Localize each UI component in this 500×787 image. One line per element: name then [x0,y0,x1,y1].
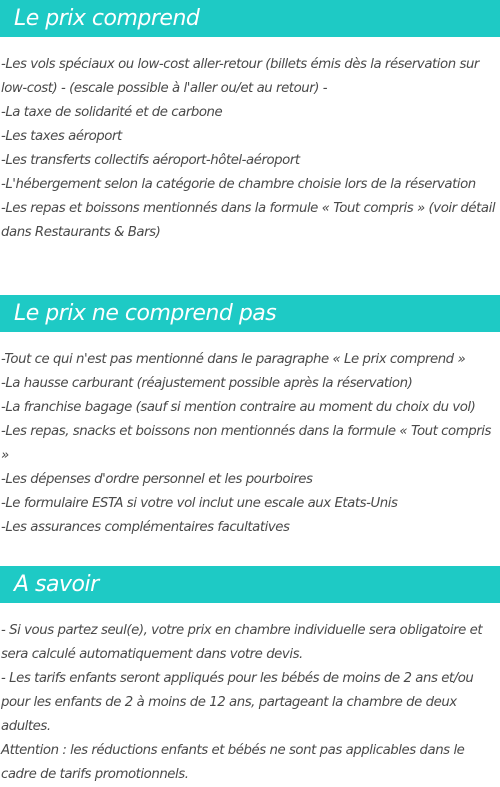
included-list [1,53,499,245]
list-item: -Les taxes aéroport [1,129,122,144]
list-item: -Les assurances complémentaires facultatives [1,520,290,535]
list-item: -La franchise bagage (sauf si mention contraire au moment du choix du vol) [1,400,476,415]
list-item: -La taxe de solidarité et de carbone [1,105,223,120]
section-title: Le prix ne comprend pas [14,301,277,326]
list-item: - Les tarifs enfants seront appliqués pour les bébés de moins de 2 ans et/ou pour les enfants de 2 à moins de 12 ans, partageant la chambre de deux adultes. [1,671,474,734]
not-included-list [1,348,499,540]
section-header-not-included [0,295,500,332]
list-item: -Les repas, snacks et boissons non mentionnés dans la formule « Tout compris » [1,424,491,463]
list-item: Attention : les réductions enfants et bébés ne sont pas applicables dans le cadre de tarifs promotionnels. [1,743,465,782]
list-item: - Si vous partez seul(e), votre prix en chambre individuelle sera obligatoire et sera calculé automatiquement dans votre devis. [1,623,483,662]
list-item: -Les vols spéciaux ou low-cost aller-retour (billets émis dès la réservation sur low-cost) - (escale possible à l'aller ou/et au retour) - [1,57,479,96]
list-item: -Les transferts collectifs aéroport-hôtel-aéroport [1,153,300,168]
section-header-good-to-know [0,566,500,603]
list-item: -Les repas et boissons mentionnés dans la formule « Tout compris » (voir détail dans Restaurants & Bars) [1,201,496,240]
list-item: -Tout ce qui n'est pas mentionné dans le paragraphe « Le prix comprend » [1,352,466,367]
list-item: -Les dépenses d'ordre personnel et les pourboires [1,472,313,487]
section-title: Le prix comprend [14,6,200,31]
good-to-know-list [1,619,499,787]
list-item: -La hausse carburant (réajustement possible après la réservation) [1,376,413,391]
list-item: -Le formulaire ESTA si votre vol inclut une escale aux Etats-Unis [1,496,398,511]
section-title: A savoir [14,572,99,597]
list-item: -L'hébergement selon la catégorie de chambre choisie lors de la réservation [1,177,476,192]
section-header-included [0,0,500,37]
